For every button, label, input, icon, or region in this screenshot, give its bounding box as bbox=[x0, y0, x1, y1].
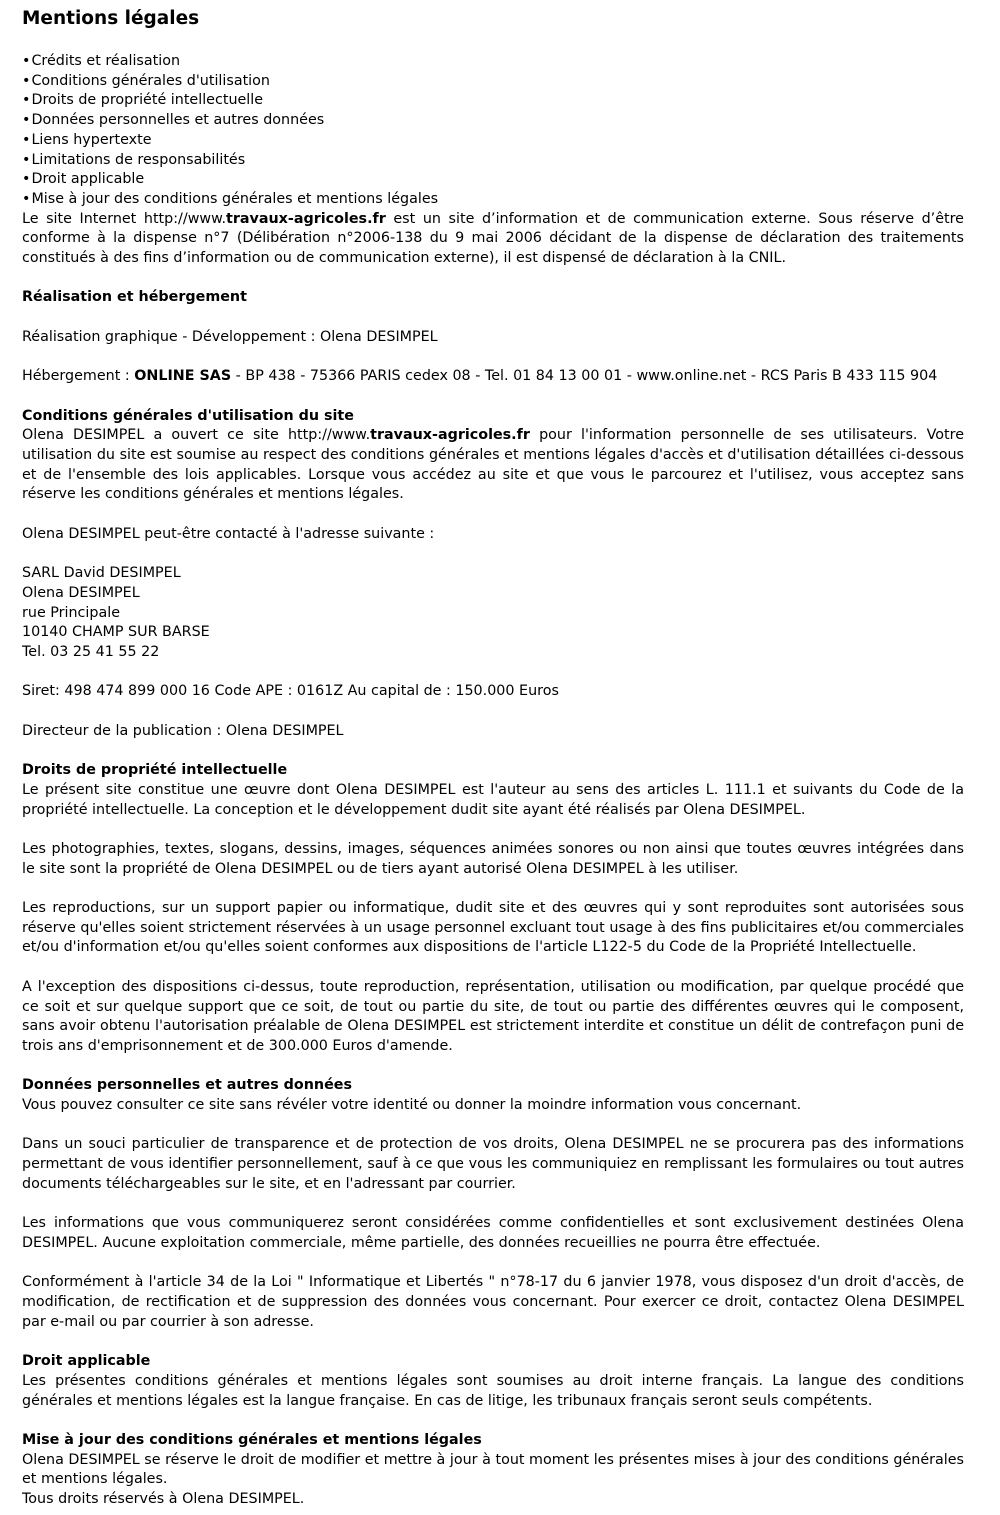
rights-reserved: Tous droits réservés à Olena DESIMPEL. bbox=[22, 1491, 305, 1508]
bullet-icon: • bbox=[22, 112, 31, 129]
section-heading-update: Mise à jour des conditions générales et mentions légales bbox=[22, 1431, 482, 1448]
contact-intro: Olena DESIMPEL peut-être contacté à l'adresse suivante : bbox=[22, 525, 435, 542]
address-line: SARL David DESIMPEL bbox=[22, 565, 181, 582]
data-paragraph: Conformément à l'article 34 de la Loi " Informatique et Libertés " n°78-17 du 6 janvier 1978, vous disposez d'un droit d'accès, de modification, de rectification et de suppression des données vous concernant. Pour exercer ce droit, contactez Olena DESIMPEL par e-mail ou par courrier à son adresse. bbox=[22, 1274, 964, 1330]
bullet-icon: • bbox=[22, 72, 31, 89]
data-paragraph: Dans un souci particulier de transparence et de protection de vos droits, Olena DESIMPEL ne se procurera pas des informations permettant de vous identifier personnellement, sauf à ce que vous les communiquiez en remplissant les formulaires ou tout autres documents téléchargeables sur le site, et en l'adressant par courrier. bbox=[22, 1136, 964, 1192]
toc-item-label: Droits de propriété intellectuelle bbox=[31, 92, 264, 109]
update-paragraph: Olena DESIMPEL se réserve le droit de modifier et mettre à jour à tout moment les présentes mises à jour des conditions générales et mentions légales. bbox=[22, 1451, 964, 1488]
address-phone: Tel. 03 25 41 55 22 bbox=[22, 644, 160, 660]
cgu-text-end: pour l'information personnelle de ses utilisateurs. Votre utilisation du site est soumise au respect des conditions générales et mentions légales d'accès et d'utilisation détaillées ci-dessous et de l'ensemble des lois applicables. Lorsque vous accédez au site et que vous le parcourez et l'utilisez, vous acceptez sans réserve les conditions générales et mentions légales. bbox=[22, 427, 964, 503]
bullet-icon: • bbox=[22, 151, 31, 168]
cgu-url-domain: travaux-agricoles.fr bbox=[370, 427, 530, 444]
ip-paragraph: A l'exception des dispositions ci-dessus, toute reproduction, représentation, utilisation ou modification, par quelque procédé que ce soit et sur quelque support que ce soit, de tout ou partie du site, de tout ou partie des différentes œuvres qui le composent, sans avoir obtenu l'autorisation préalable de Olena DESIMPEL est strictement interdite et constitue un délit de contrefaçon puni de trois ans d'emprisonnement et de 300.000 Euros d'amende. bbox=[22, 978, 964, 1054]
toc-item-label: Conditions générales d'utilisation bbox=[31, 72, 270, 89]
data-paragraph: Les informations que vous communiquerez seront considérées comme confidentielles et sont exclusivement destinées Olena DESIMPEL. Aucune exploitation commerciale, même partielle, des données recueillies ne pourra être effectuée. bbox=[22, 1215, 964, 1251]
section-heading-ip: Droits de propriété intellectuelle bbox=[22, 762, 288, 779]
intro-text-start: Le site Internet bbox=[22, 210, 144, 227]
toc-item[interactable] bbox=[22, 151, 964, 171]
postal-address bbox=[22, 564, 964, 663]
toc-item-label: Crédits et réalisation bbox=[31, 53, 181, 69]
hosting-label: Hébergement : bbox=[22, 368, 135, 385]
page-title: Mentions légales bbox=[22, 8, 200, 29]
bullet-icon: • bbox=[22, 190, 31, 207]
intro-text-end: est un site d’information et de communication externe. Sous réserve d’être conforme à la dispense n°7 (Délibération n°2006-138 du 9 mai 2006 décidant de la dispense de déclaration des traitements constitués à des fins d’information ou de communication externe), il est dispensé de déclaration à la CNIL. bbox=[22, 210, 964, 267]
realisation-graphic: Réalisation graphique - Développement : Olena DESIMPEL bbox=[22, 328, 438, 345]
toc-item[interactable] bbox=[22, 72, 964, 92]
toc-item[interactable] bbox=[22, 170, 964, 190]
section-heading-law: Droit applicable bbox=[22, 1353, 151, 1370]
hosting-details: - BP 438 - 75366 PARIS cedex 08 - Tel. 01 84 13 00 01 - www.online.net - RCS Paris B 433 115 904 bbox=[231, 368, 938, 385]
toc-item[interactable] bbox=[22, 131, 964, 151]
address-line: 10140 CHAMP SUR BARSE bbox=[22, 624, 210, 641]
section-heading-realisation: Réalisation et hébergement bbox=[22, 289, 247, 306]
publication-director: Directeur de la publication : Olena DESIMPEL bbox=[22, 722, 344, 739]
bullet-icon: • bbox=[22, 53, 31, 69]
siret-line: Siret: 498 474 899 000 16 Code APE : 0161Z Au capital de : 150.000 Euros bbox=[22, 683, 559, 700]
toc-item[interactable] bbox=[22, 91, 964, 111]
toc-item[interactable] bbox=[22, 190, 964, 210]
toc-item[interactable] bbox=[22, 52, 964, 72]
site-url-prefix: http://www. bbox=[143, 210, 226, 227]
toc-item-label: Droit applicable bbox=[31, 171, 145, 188]
bullet-icon: • bbox=[22, 92, 31, 109]
ip-paragraph: Les photographies, textes, slogans, dessins, images, séquences animées sonores ou non ainsi que toutes œuvres intégrées dans le site sont la propriété de Olena DESIMPEL ou de tiers ayant autorisé Olena DESIMPEL à les utiliser. bbox=[22, 840, 964, 877]
address-line: Olena DESIMPEL bbox=[22, 584, 140, 601]
site-url-domain: travaux-agricoles.fr bbox=[226, 210, 386, 227]
toc-item-label: Données personnelles et autres données bbox=[31, 112, 325, 129]
data-paragraph: Vous pouvez consulter ce site sans révéler votre identité ou donner la moindre information vous concernant. bbox=[22, 1097, 802, 1114]
ip-paragraph: Les reproductions, sur un support papier ou informatique, dudit site et des œuvres qui y sont reproduites sont autorisées sous réserve qu'elles soient strictement réservées à un usage personnel excluant tout usage à des fins publicitaires et/ou commerciales et/ou d'information et/ou qu'elles soient conformes aux dispositions de l'article L122-5 du Code de la Propriété Intellectuelle. bbox=[22, 900, 964, 956]
cgu-paragraph bbox=[22, 426, 964, 505]
cgu-url-prefix: http://www. bbox=[288, 427, 371, 444]
bullet-icon: • bbox=[22, 171, 31, 188]
toc-item-label: Mise à jour des conditions générales et mentions légales bbox=[31, 190, 439, 207]
cgu-text-start: Olena DESIMPEL a ouvert ce site bbox=[22, 427, 288, 444]
ip-paragraph: Le présent site constitue une œuvre dont Olena DESIMPEL est l'auteur au sens des articles L. 111.1 et suivants du Code de la propriété intellectuelle. La conception et le développement dudit site ayant été réalisés par Olena DESIMPEL. bbox=[22, 781, 964, 818]
section-heading-cgu: Conditions générales d'utilisation du site bbox=[22, 407, 354, 424]
law-paragraph: Les présentes conditions générales et mentions légales sont soumises au droit interne français. La langue des conditions générales et mentions légales est la langue française. En cas de litige, les tribunaux français seront seuls compétents. bbox=[22, 1372, 964, 1409]
hosting-line bbox=[22, 367, 964, 387]
section-heading-data: Données personnelles et autres données bbox=[22, 1077, 352, 1094]
toc-item-label: Liens hypertexte bbox=[31, 131, 152, 148]
intro-paragraph bbox=[22, 210, 964, 269]
table-of-contents bbox=[22, 52, 964, 210]
address-line: rue Principale bbox=[22, 604, 120, 621]
bullet-icon: • bbox=[22, 131, 31, 148]
toc-item-label: Limitations de responsabilités bbox=[31, 151, 246, 168]
hosting-company: ONLINE SAS bbox=[134, 368, 232, 385]
toc-item[interactable] bbox=[22, 111, 964, 131]
